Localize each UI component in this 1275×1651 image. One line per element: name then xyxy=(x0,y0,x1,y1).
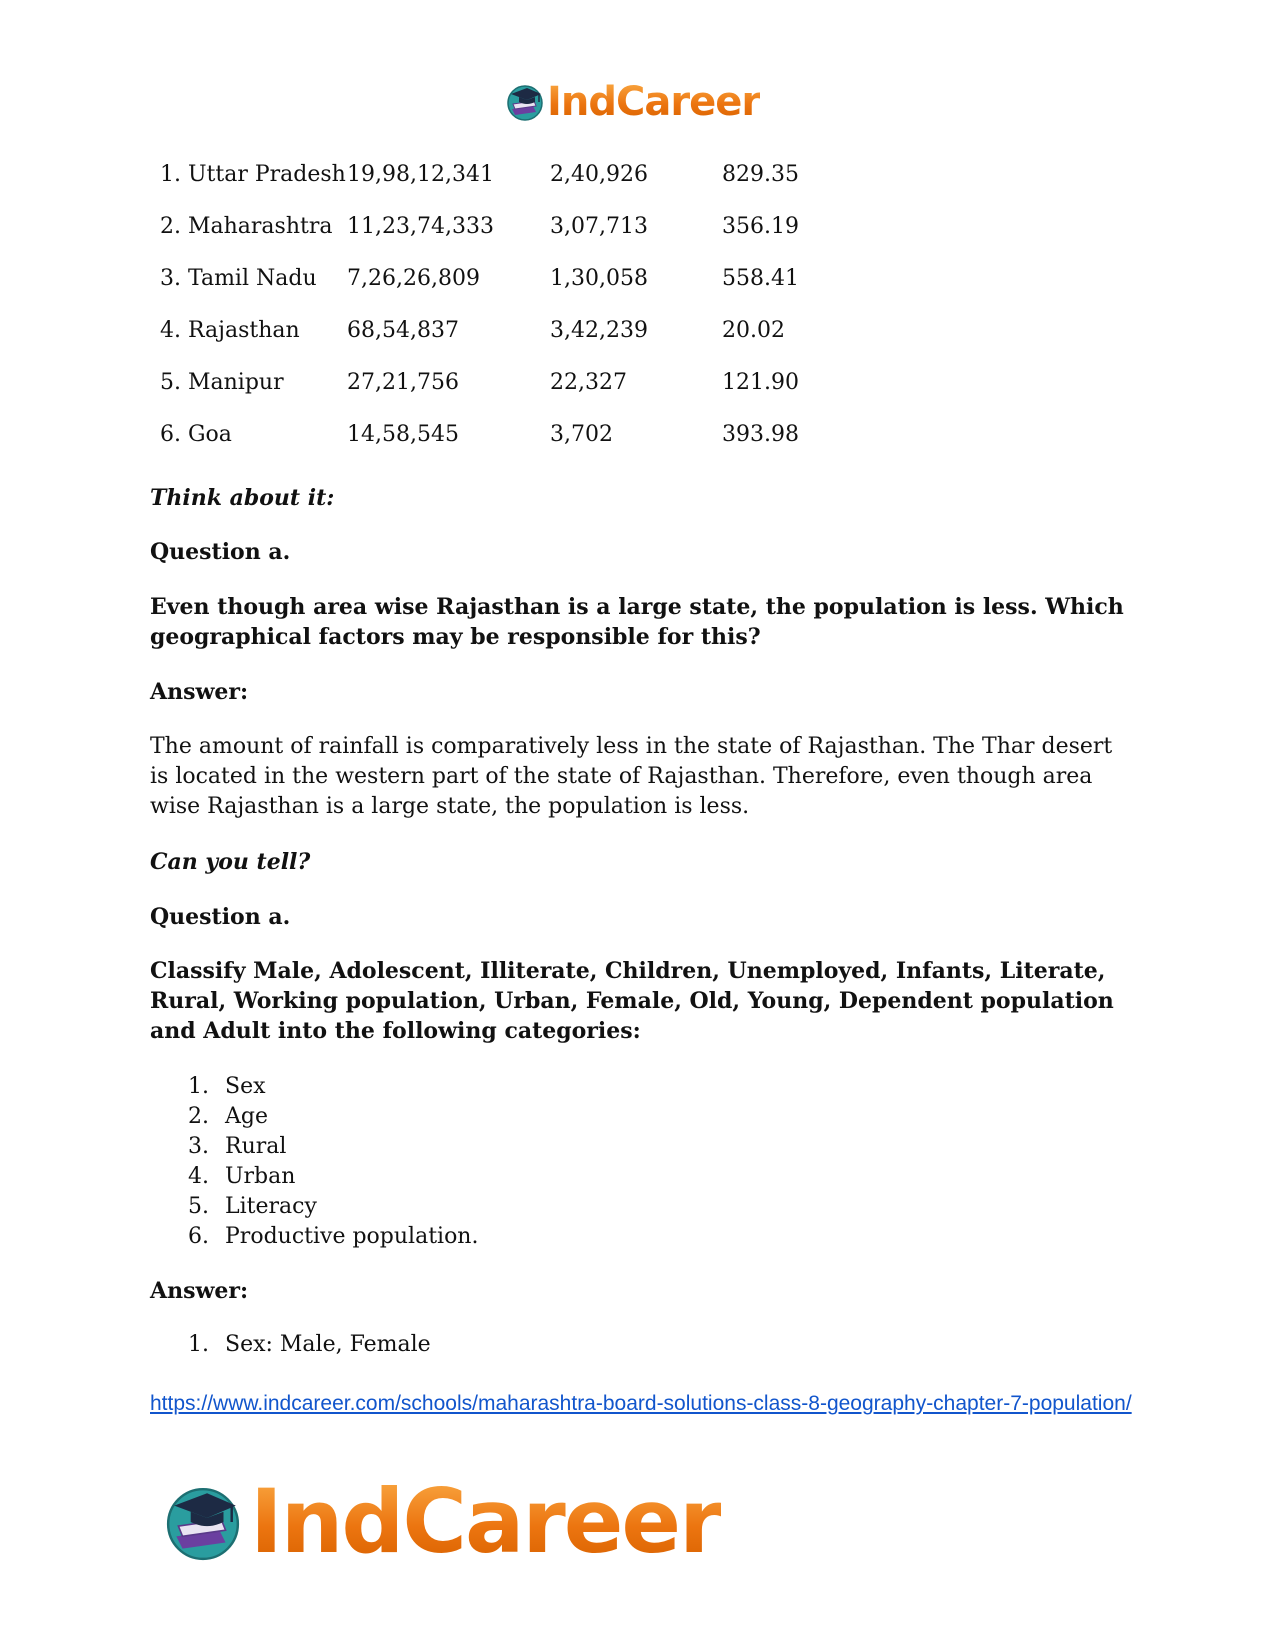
list-item-text: Sex: Male, Female xyxy=(225,1332,431,1357)
area-cell: 3,07,713 xyxy=(550,213,648,239)
table-row xyxy=(160,304,842,356)
table-row xyxy=(160,252,842,304)
state-name-cell: 2. Maharashtra xyxy=(160,213,333,239)
table-row xyxy=(160,148,842,200)
list-item-text: Literacy xyxy=(225,1194,317,1219)
state-name-cell: 3. Tamil Nadu xyxy=(160,265,317,291)
list-item-text: Productive population. xyxy=(225,1224,479,1249)
list-item-text: Rural xyxy=(225,1134,287,1159)
question-label: Question a. xyxy=(150,904,291,930)
list-number xyxy=(150,1330,225,1360)
source-link[interactable]: https://www.indcareer.com/schools/maharashtra-board-solutions-class-8-geography-chapter-7-population/ xyxy=(150,1392,1132,1415)
list-number xyxy=(150,1102,225,1132)
answer-label: Answer: xyxy=(150,679,249,705)
list-number-text: 4. xyxy=(188,1164,209,1189)
population-cell: 11,23,74,333 xyxy=(347,213,494,239)
list-item xyxy=(150,1330,431,1360)
list-number xyxy=(150,1072,225,1102)
density-cell: 829.35 xyxy=(722,161,799,187)
area-cell: 3,42,239 xyxy=(550,317,648,343)
list-item xyxy=(150,1102,478,1132)
list-number-text: 6. xyxy=(188,1224,209,1249)
graduation-cap-icon xyxy=(505,82,545,122)
area-cell: 3,702 xyxy=(550,421,613,447)
state-population-table xyxy=(160,148,842,460)
list-item-text: Age xyxy=(225,1104,268,1129)
graduation-cap-icon xyxy=(162,1481,244,1563)
population-cell: 68,54,837 xyxy=(347,317,459,343)
population-cell: 19,98,12,341 xyxy=(347,161,494,187)
list-number-text: 3. xyxy=(188,1134,209,1159)
list-number xyxy=(150,1222,225,1252)
density-cell: 356.19 xyxy=(722,213,799,239)
footer-logo xyxy=(162,1470,721,1573)
list-number xyxy=(150,1162,225,1192)
question-text: Even though area wise Rajasthan is a large state, the population is less. Which geographical factors may be responsible for this? xyxy=(150,594,1124,650)
list-item xyxy=(150,1222,478,1252)
list-item-text: Urban xyxy=(225,1164,296,1189)
table-row xyxy=(160,408,842,460)
list-number-text: 1. xyxy=(188,1332,209,1357)
population-cell: 27,21,756 xyxy=(347,369,459,395)
density-cell: 121.90 xyxy=(722,369,799,395)
list-item xyxy=(150,1192,478,1222)
density-cell: 558.41 xyxy=(722,265,799,291)
area-cell: 1,30,058 xyxy=(550,265,648,291)
list-number-text: 5. xyxy=(188,1194,209,1219)
density-cell: 393.98 xyxy=(722,421,799,447)
logo-wordmark: IndCareer xyxy=(547,79,761,125)
list-number-text: 2. xyxy=(188,1104,209,1129)
answer-label: Answer: xyxy=(150,1278,249,1304)
answer-text: The amount of rainfall is comparatively less in the state of Rajasthan. The Thar desert is located in the western part of the state of Rajasthan. Therefore, even though area wise Rajasthan is a large state, the population is less. xyxy=(150,734,1113,819)
area-cell: 22,327 xyxy=(550,369,627,395)
logo-wordmark: IndCareer xyxy=(250,1470,721,1573)
area-cell: 2,40,926 xyxy=(550,161,648,187)
list-number xyxy=(150,1132,225,1162)
answers-list xyxy=(150,1330,431,1360)
table-row xyxy=(160,200,842,252)
think-about-it-heading: Think about it: xyxy=(150,485,335,511)
question-text: Classify Male, Adolescent, Illiterate, Children, Unemployed, Infants, Literate, Rural, Working population, Urban, Female, Old, Young, Dependent population and Adult into the following categories: xyxy=(150,958,1114,1044)
list-number-text: 1. xyxy=(188,1074,209,1099)
state-name-cell: 1. Uttar Pradesh xyxy=(160,161,346,187)
population-cell: 7,26,26,809 xyxy=(347,265,480,291)
table-row xyxy=(160,356,842,408)
header-logo xyxy=(505,79,761,125)
list-item xyxy=(150,1162,478,1192)
state-name-cell: 6. Goa xyxy=(160,421,232,447)
density-cell: 20.02 xyxy=(722,317,785,343)
can-you-tell-heading: Can you tell? xyxy=(150,849,311,875)
list-item xyxy=(150,1072,478,1102)
state-name-cell: 4. Rajasthan xyxy=(160,317,300,343)
population-cell: 14,58,545 xyxy=(347,421,459,447)
question-label: Question a. xyxy=(150,539,291,565)
list-item-text: Sex xyxy=(225,1074,266,1099)
categories-list xyxy=(150,1072,478,1252)
list-number xyxy=(150,1192,225,1222)
list-item xyxy=(150,1132,478,1162)
state-name-cell: 5. Manipur xyxy=(160,369,284,395)
